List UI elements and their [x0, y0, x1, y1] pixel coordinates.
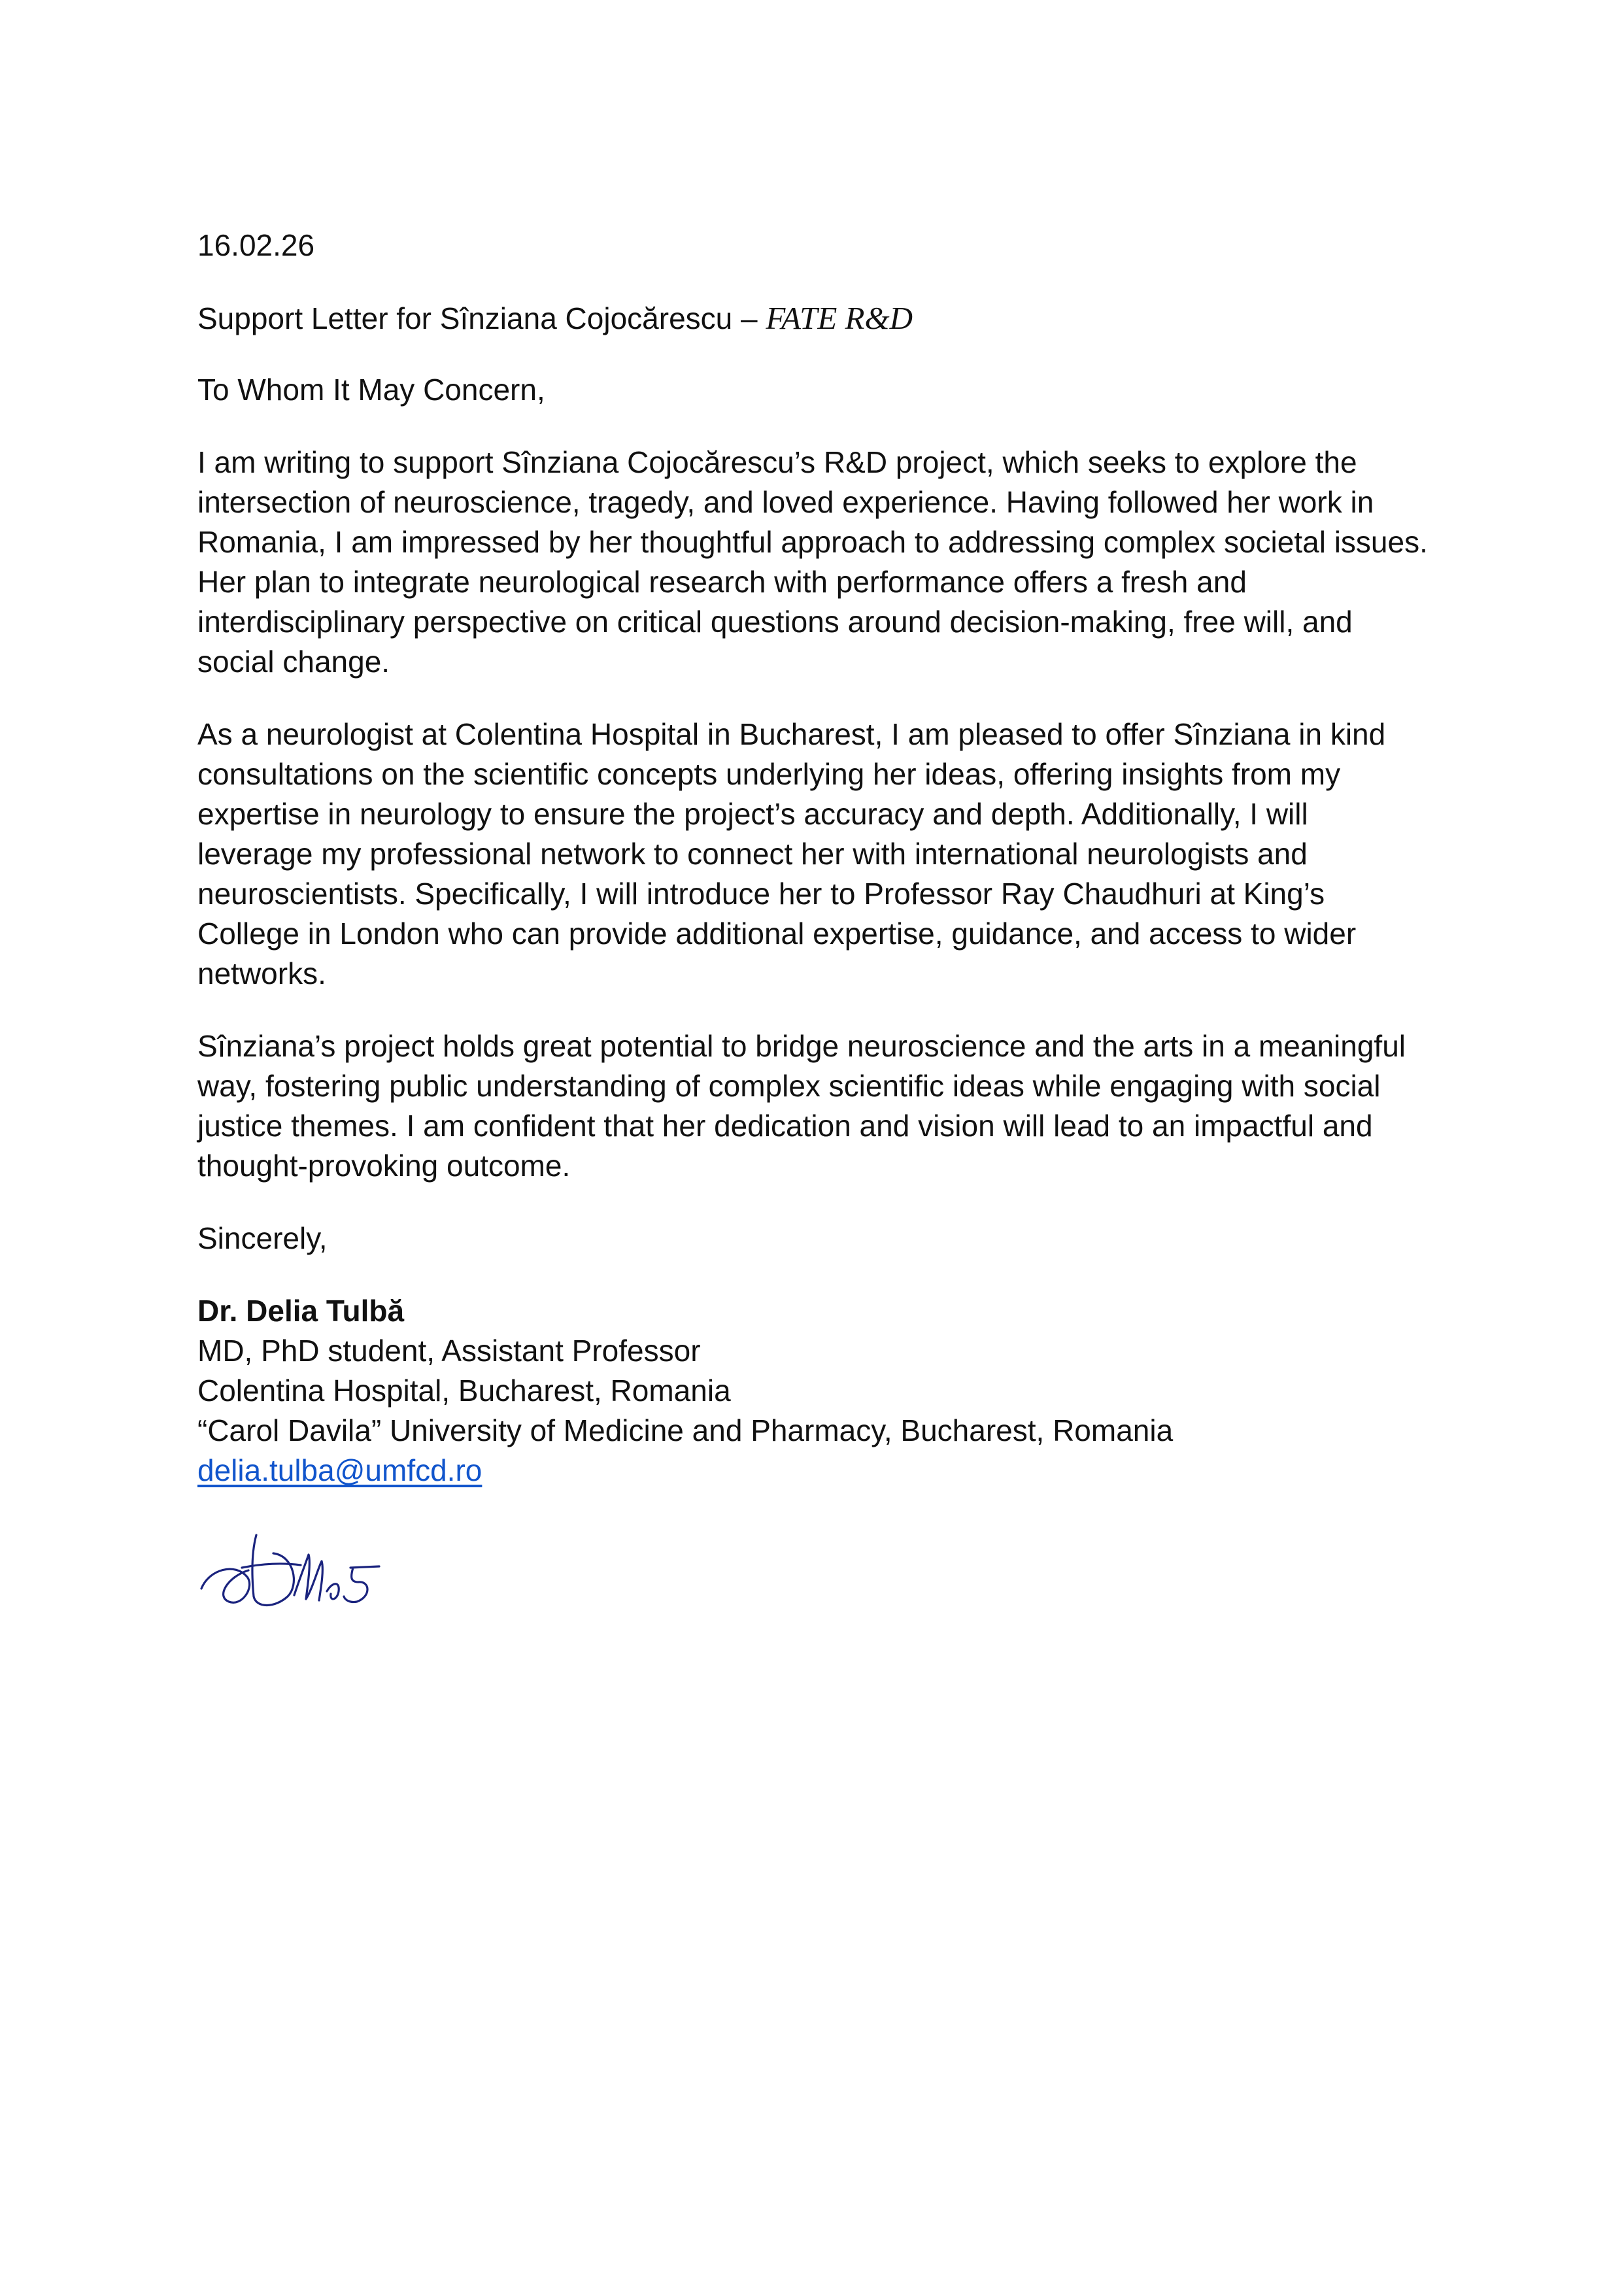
- signatory-title: MD, PhD student, Assistant Professor: [197, 1334, 701, 1368]
- letter-page: [197, 226, 1440, 1491]
- project-title: FATE R&D: [766, 300, 913, 336]
- letter-date: 16.02.26: [197, 228, 315, 262]
- greeting: To Whom It May Concern,: [197, 373, 545, 407]
- body-paragraph-1: I am writing to support Sînziana Cojocărescu’s R&D project, which seeks to explore the intersection of neuroscience, tragedy, and loved experience. Having followed her work in Romania, I am impressed by her thoughtful approach to addressing complex societal issues. Her plan to integrate neurological research with performance offers a fresh and interdisciplinary perspective on critical questions around decision-making, free will, and social change.: [197, 445, 1428, 679]
- signatory-email-link[interactable]: delia.tulba@umfcd.ro: [197, 1453, 482, 1487]
- handwritten-signature-icon: [196, 1523, 431, 1628]
- closing: Sincerely,: [197, 1221, 328, 1255]
- signatory-hospital: Colentina Hospital, Bucharest, Romania: [197, 1374, 731, 1408]
- signatory-university: “Carol Davila” University of Medicine and Pharmacy, Bucharest, Romania: [197, 1413, 1174, 1447]
- body-paragraph-2: As a neurologist at Colentina Hospital in Bucharest, I am pleased to offer Sînziana in kind consultations on the scientific concepts underlying her ideas, offering insights from my expertise in neurology to ensure the project’s accuracy and depth. Additionally, I will leverage my professional network to connect her with international neurologists and neuroscientists. Specifically, I will introduce her to Professor Ray Chaudhuri at King’s College in London who can provide additional expertise, guidance, and access to wider networks.: [197, 717, 1386, 990]
- body-paragraph-3: Sînziana’s project holds great potential to bridge neuroscience and the arts in a meaningful way, fostering public understanding of complex scientific ideas while engaging with social justice themes. I am confident that her dedication and vision will lead to an impactful and thought-provoking outcome.: [197, 1029, 1406, 1183]
- subject-text: Support Letter for Sînziana Cojocărescu –: [197, 301, 766, 335]
- signatory-name: Dr. Delia Tulbă: [197, 1294, 405, 1328]
- signature-block: [197, 1291, 1440, 1491]
- letter-subject: [197, 298, 1440, 339]
